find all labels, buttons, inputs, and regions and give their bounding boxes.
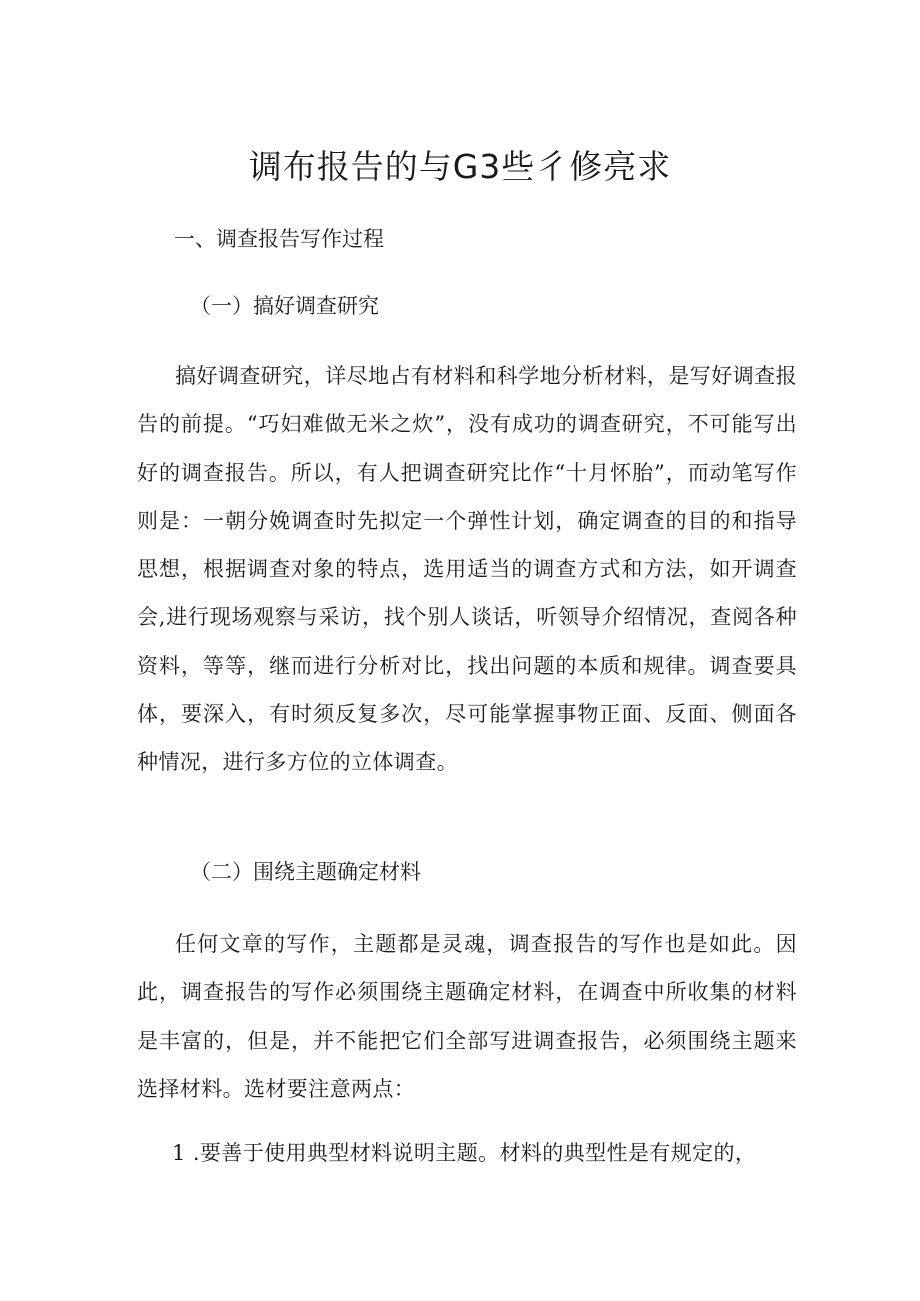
paragraph-material: 任何文章的写作，主题都是灵魂，调查报告的写作也是如此。因此，调查报告的写作必须围绕主题确定材料，在调查中所收集的材料是丰富的，但是，并不能把它们全部写进调查报告，必须围绕主题来选择材料。选材要注意两点：	[137, 932, 797, 1101]
list-item-typical-material: 1 .要善于使用典型材料说明主题。材料的典型性是有规定的，	[172, 1141, 757, 1165]
paragraph-research: 搞好调查研究，详尽地占有材料和科学地分析材料，是写好调查报告的前提。“巧妇难做无米之炊”，没有成功的调查研究，不可能写出好的调查报告。所以，有人把调查研究比作“十月怀胎”，而动笔写作则是：一朝分娩调查时先拟定一个弹性计划，确定调查的目的和指导思想，根据调查对象的特点，选用适当的调查方式和方法，如开调查会,进行现场观察与采访，找个别人谈话，听领导介绍情况，查阅各种资料，等等，继而进行分析对比，找出问题的本质和规律。调查要具体，要深入，有时须反复多次，尽可能掌握事物正面、反面、侧面各种情况，进行多方位的立体调查。	[137, 364, 797, 775]
section-heading-writing-process: 一、调查报告写作过程	[174, 227, 384, 251]
subsection-heading-material: （二）围绕主题确定材料	[190, 860, 421, 884]
document-title: 调布报告的与G3些彳修亮求	[248, 147, 672, 186]
subsection-heading-research: （一）搞好调查研究	[190, 294, 379, 318]
